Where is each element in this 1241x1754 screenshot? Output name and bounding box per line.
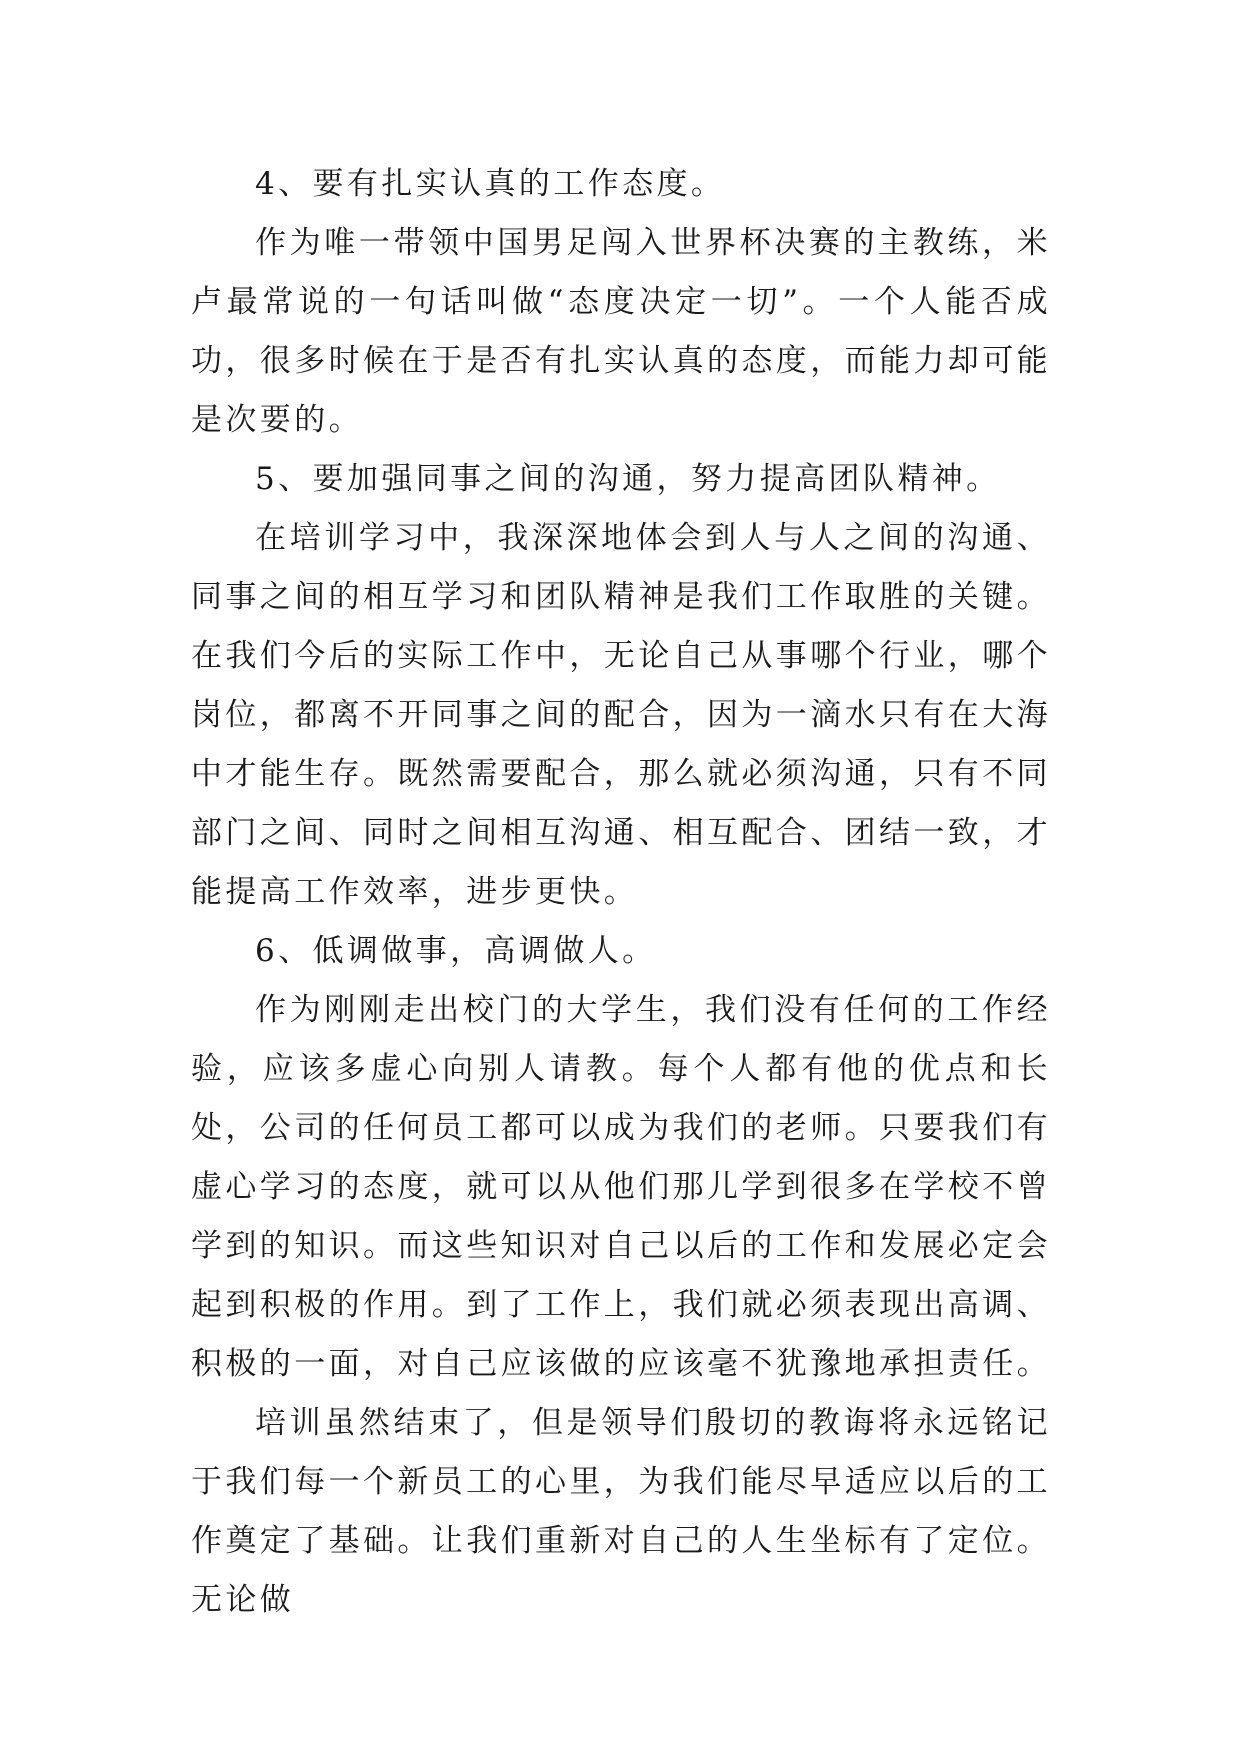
body-paragraph: 培训虽然结束了，但是领导们殷切的教诲将永远铭记于我们每一个新员工的心里，为我们能尽早适应以后的工作奠定了基础。让我们重新对自己的人生坐标有了定位。无论做	[191, 1405, 1051, 1618]
section-heading-4: 4、要有扎实认真的工作态度。	[255, 166, 726, 202]
body-paragraph: 作为刚刚走出校门的大学生，我们没有任何的工作经验，应该多虚心向别人请教。每个人都有他的优点和长处，公司的任何员工都可以成为我们的老师。只要我们有虚心学习的态度，就可以从他们那儿学到很多在学校不曾学到的知识。而这些知识对自己以后的工作和发展必定会起到积极的作用。到了工作上，我们就必须表现出高调、积极的一面，对自己应该做的应该毫不犹豫地承担责任。	[191, 992, 1051, 1382]
section-heading-6: 6、低调做事，高调做人。	[255, 933, 657, 969]
document-body	[191, 155, 1051, 1630]
body-paragraph: 在培训学习中，我深深地体会到人与人之间的沟通、同事之间的相互学习和团队精神是我们工作取胜的关键。在我们今后的实际工作中，无论自己从事哪个行业，哪个岗位，都离不开同事之间的配合，因为一滴水只有在大海中才能生存。既然需要配合，那么就必须沟通，只有不同部门之间、同时之间相互沟通、相互配合、团结一致，才能提高工作效率，进步更快。	[191, 520, 1051, 910]
body-paragraph: 作为唯一带领中国男足闯入世界杯决赛的主教练，米卢最常说的一句话叫做“态度决定一切”。一个人能否成功，很多时候在于是否有扎实认真的态度，而能力却可能是次要的。	[191, 225, 1051, 438]
section-heading-5: 5、要加强同事之间的沟通，努力提高团队精神。	[255, 461, 1001, 497]
